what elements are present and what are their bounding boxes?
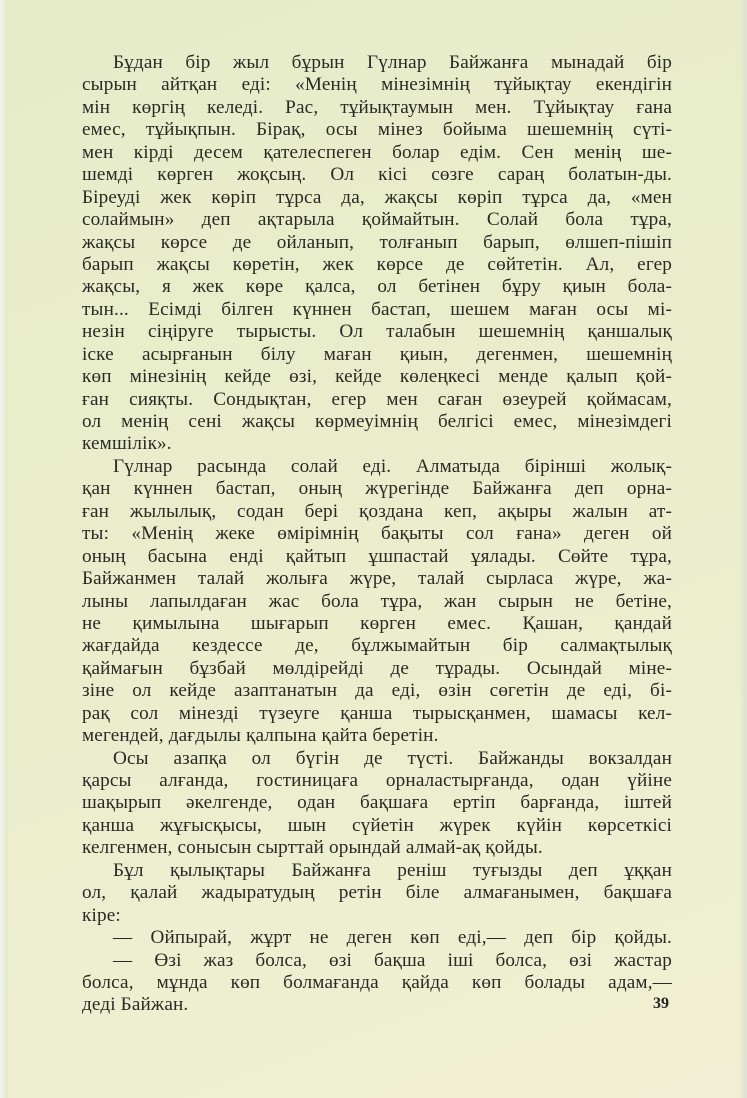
page-number: 39 — [653, 995, 669, 1012]
text-line: — Өзі жаз болса, өзі бақша іші болса, өзі жастар — [113, 949, 672, 971]
text-line: Біреуді жек көріп тұрса да, жақсы көріп тұрса да, «мен — [82, 186, 672, 208]
text-line: қаймағын бұзбай мөлдірейді де тұрады. Осындай міне- — [82, 657, 672, 679]
text-line: — Ойпырай, жұрт не деген көп еді,— деп бір қойды. — [113, 927, 672, 949]
text-line: кіре: — [82, 904, 121, 926]
text-line: іске асырғанын білу маған қиын, дегенмен, шешемнің — [82, 343, 672, 365]
page-right-edge — [741, 0, 747, 1098]
text-line: барып жақсы көретін, жек көрсе де сөйтетін. Ал, егер — [82, 253, 672, 275]
text-line: қарсы алғанда, гостиницаға орналастырғанда, одан үйіне — [82, 770, 672, 791]
text-line: емес, тұйықпын. Бірақ, осы мінез бойыма шешемнің сүті- — [82, 119, 672, 141]
text-line: шемді көрген жоқсың. Ол кісі сөзге сараң болатын-ды. — [82, 164, 672, 186]
text-line: сырын айтқан еді: «Менің мінезімнің тұйықтау екендігін — [82, 74, 672, 96]
text-line: лыны лапылдаған жас бола тұра, жан сырын не бетіне, — [82, 590, 672, 612]
page-left-edge — [0, 0, 8, 1098]
text-line: жағдайда кездессе де, бұлжымайтын бір салмақтылық — [82, 635, 672, 657]
text-line: рақ сол мінезді түзеуге қанша тырысқанмен, шамасы кел- — [82, 702, 672, 724]
text-line: оның басына енді қайтып ұшпастай ұялады. Сөйте тұра, — [82, 545, 672, 567]
text-line: мін көргің келеді. Рас, тұйықтаумын мен. Тұйықтау ғана — [82, 96, 672, 118]
text-line: кемшілік». — [82, 433, 172, 455]
text-line: жақсы көрсе де ойланып, толғанып барып, өлшеп-пішіп — [82, 231, 672, 253]
text-line: мегендей, дағдылы қалпына қайта беретін. — [82, 725, 439, 747]
text-line: незін сіңіруге тырысты. Ол талабын шешемнің қаншалық — [82, 321, 672, 343]
text-line: Бұл қылықтары Байжанға реніш туғызды деп ұққан — [113, 859, 672, 881]
text-line: ол менің сені жақсы көрмеуімнің белгісі емес, мінезімдегі — [82, 411, 672, 432]
text-line: Осы азапқа ол бүгін де түсті. Байжанды вокзалдан — [113, 747, 672, 769]
text-line: Байжанмен талай жолыға жүре, талай сырласа жүре, жа- — [82, 568, 672, 590]
text-line: шақырып әкелгенде, одан бақшаға ертіп барғанда, іштей — [82, 792, 672, 814]
text-line: көп мінезінің кейде өзі, кейде көлеңкесі менде қалып қой- — [82, 366, 672, 388]
text-line: зіне ол кейде азаптанатын да еді, өзін сөгетін де еді, бі- — [82, 680, 672, 702]
text-line: ол, қалай жадыратудың ретін біле алмағанымен, бақшаға — [82, 882, 672, 904]
text-line: келгенмен, сонысын сырттай орындай алмай-ақ қойды. — [82, 837, 543, 859]
text-line: қанша жұғысқысы, шын сүйетін жүрек күйін көрсеткісі — [82, 814, 672, 836]
text-line: болса, мұнда көп болмағанда қайда көп болады адам,— — [82, 971, 672, 993]
text-line: не қимылына шығарып көрген емес. Қашан, қандай — [82, 612, 672, 634]
text-line: қан күннен бастап, оның жүрегінде Байжанға деп орна- — [82, 478, 672, 500]
page-body-text — [82, 52, 672, 1017]
text-line: тын... Есімді білген күннен бастап, шешем маған осы мі- — [82, 298, 672, 320]
text-line: мен кірді десем қателеспеген болар едім. Сен менің ше- — [82, 141, 672, 163]
text-line: Гүлнар расында солай еді. Алматыда бірінші жолық- — [113, 455, 672, 477]
text-line: деді Байжан. — [82, 994, 189, 1016]
text-line: солаймын» деп ақтарыла қоймайтын. Солай бола тұра, — [82, 209, 672, 231]
text-line: Бұдан бір жыл бұрын Гүлнар Байжанға мынадай бір — [113, 52, 672, 73]
text-line: жақсы, я жек көре қалса, ол бетінен бұру қиын бола- — [82, 276, 672, 298]
text-line: ған жылылық, содан бері қоздана кеп, ақыры жалын ат- — [82, 500, 672, 522]
text-line: ты: «Менің жеке өмірімнің бақыты сол ғана» деген ой — [82, 523, 672, 545]
text-line: ған сияқты. Сондықтан, егер мен саған өзеурей қоймасам, — [82, 388, 672, 410]
